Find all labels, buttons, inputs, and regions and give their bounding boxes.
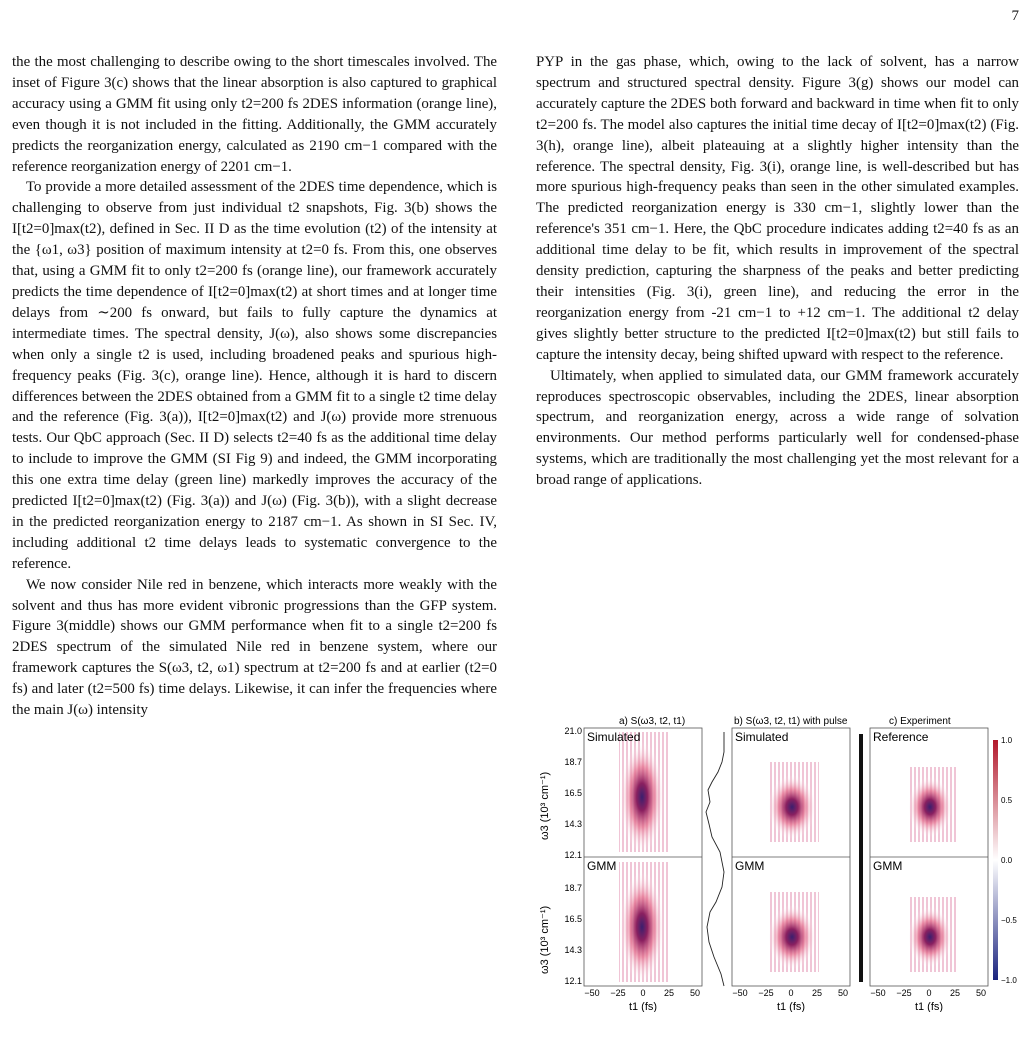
x-tick: −50 (732, 988, 748, 998)
figure-svg (534, 712, 1024, 1012)
row-label-bottom-b: GMM (735, 859, 765, 873)
x-tick: 0 (926, 988, 932, 998)
x-tick: −50 (870, 988, 886, 998)
panel-b (732, 728, 850, 986)
figure-2des (534, 712, 1024, 1012)
paragraph: PYP in the gas phase, which, owing to the lack of solvent, has a narrow spectrum and structured spectral density. Figure 3(g) shows our model can accurately capture the 2DES both forward and backward in time when fit to only t2=200 fs. The model also captures the initial time decay of I[t2=0]max(t2) (Fig. 3(h), orange line), albeit plateauing at a slightly higher intensity than the reference. The spectral density, Fig. 3(i), orange line, is well-described but has more spurious high-frequency peaks than seen in the other simulated examples. The predicted reorganization energy is 330 cm−1, slightly lower than the reference's 351 cm−1. Here, the QbC procedure indicates adding t2=40 fs as an additional time delay to be fit, which results in improvement of the spectral density prediction, capturing the sharpness of the peaks and better predicting their intensities (Fig. 3(i), green line), and reducing the error in the reorganization energy from -21 cm−1 to +12 cm−1. The additional t2 delay gives slightly better structure to the predicted I[t2=0]max(t2) but still fails to capture the intensity decay, being shifted upward with respect to the reference. (536, 54, 1019, 363)
y-tick: 12.1 (564, 976, 582, 986)
panel-title-a: a) S(ω3, t2, t1) (619, 716, 686, 727)
y-tick: 18.7 (564, 883, 582, 893)
colorbar-tick: 0.0 (1001, 856, 1013, 865)
x-tick: −25 (896, 988, 912, 998)
colorbar-tick: −1.0 (1001, 976, 1017, 985)
x-tick: −25 (758, 988, 774, 998)
panel-divider (859, 734, 863, 982)
y-tick: 12.1 (564, 850, 582, 860)
y-axis-label-bottom: ω3 (10³ cm⁻¹) (539, 905, 551, 974)
y-tick: 16.5 (564, 788, 582, 798)
x-tick: 0 (640, 988, 646, 998)
y-tick: 16.5 (564, 914, 582, 924)
x-axis-label-c: t1 (fs) (914, 1001, 944, 1012)
y-axis-label-top: ω3 (10³ cm⁻¹) (539, 771, 551, 840)
right-column (536, 52, 1019, 491)
row-label-bottom-c: GMM (873, 859, 903, 873)
panel-a (584, 728, 702, 986)
x-tick: 0 (788, 988, 794, 998)
x-tick: 50 (837, 988, 849, 998)
panel-c (870, 728, 988, 986)
paragraph: We now consider Nile red in benzene, which interacts more weakly with the solvent and thus has more evident vibronic progressions than the GFP system. Figure 3(middle) shows our GMM performance when fit to a single t2=200 fs 2DES spectrum of the simulated Nile red in benzene system, where our framework captures the S(ω3, t2, ω1) spectrum at t2=200 fs and at earlier (t2=0 fs) and later (t2=500 fs) time delays. Likewise, it can infer the frequencies where the main J(ω) intensity (12, 576, 497, 719)
y-tick: 21.0 (564, 726, 582, 736)
paragraph: the the most challenging to describe owing to the short timescales involved. The inset of Figure 3(c) shows that the linear absorption is also captured to graphical accuracy using a GMM fit using only t2=200 fs 2DES information (orange line), even though it is not included in the fitting. Additionally, the GMM accurately predicts the reorganization energy, calculated as 2190 cm−1 compared with the reference reorganization energy of 2201 cm−1. (12, 54, 497, 175)
row-label-bottom-a: GMM (587, 859, 617, 873)
x-tick: 25 (663, 988, 675, 998)
paragraph: To provide a more detailed assessment of the 2DES time dependence, which is challenging to observe from just individual t2 snapshots, Fig. 3(b) shows the I[t2=0]max(t2), defined in Sec. II D as the time evolution (t2) of the intensity at the {ω1, ω3} position of maximum intensity at t2=0 fs. From this, one observes that, using a GMM fit to only t2=200 fs (orange line), our framework accurately predicts the time dependence of I[t2=0]max(t2) at short times and at longer time delays from ∼200 fs onward, but fails to fully capture the dynamics at intermediate times. The spectral density, J(ω), also shows some discrepancies when only a single t2 is used, including broadened peaks and spurious high-frequency peaks (Fig. 3(c), orange line). Hence, although it is hard to discern differences between the 2DES obtained from a GMM fit to a single t2 time delay and the reference (Fig. 3(a)), I[t2=0]max(t2) and J(ω) provide more strenuous tests. Our QbC approach (Sec. II D) selects t2=40 fs as the additional time delay to include to improve the GMM (SI Fig 9) and indeed, the GMM incorporating this one extra time delay (green line) markedly improves the accuracy of the predicted I[t2=0]max(t2) (Fig. 3(a)) and J(ω) (Fig. 3(b)), with a slight decrease in the predicted reorganization energy to 2187 cm−1. As shown in SI Sec. IV, including additional t2 time delays leads to systematic convergence to the reference. (12, 179, 497, 572)
left-column (12, 52, 497, 721)
x-tick: 50 (689, 988, 701, 998)
panel-title-b: b) S(ω3, t2, t1) with pulse (734, 716, 848, 727)
row-label-top-b: Simulated (735, 730, 789, 744)
x-tick: 25 (949, 988, 961, 998)
x-tick: −25 (610, 988, 626, 998)
colorbar-tick: −0.5 (1001, 916, 1017, 925)
y-tick: 14.3 (564, 819, 582, 829)
absorption-trace (706, 732, 724, 986)
row-label-top-c: Reference (873, 730, 929, 744)
paragraph: Ultimately, when applied to simulated data, our GMM framework accurately reproduces spectroscopic observables, including the 2DES, linear absorption spectrum, and reorganization energy, across a wide range of solvation environments. Our method performs particularly well for condensed-phase systems, which are traditionally the most challenging yet the most relevant for a broad range of applications. (536, 367, 1019, 489)
colorbar-tick: 0.5 (1001, 796, 1013, 805)
x-tick: 25 (811, 988, 823, 998)
x-axis-label-b: t1 (fs) (776, 1001, 806, 1012)
colorbar-tick: 1.0 (1001, 736, 1013, 745)
colorbar (993, 740, 998, 980)
panel-title-c: c) Experiment (889, 716, 951, 727)
x-tick: −50 (584, 988, 600, 998)
x-tick: 50 (975, 988, 987, 998)
row-label-top-a: Simulated (587, 730, 641, 744)
x-axis-label-a: t1 (fs) (628, 1001, 658, 1012)
y-tick: 18.7 (564, 757, 582, 767)
page-number: 7 (1011, 8, 1019, 24)
y-tick: 14.3 (564, 945, 582, 955)
